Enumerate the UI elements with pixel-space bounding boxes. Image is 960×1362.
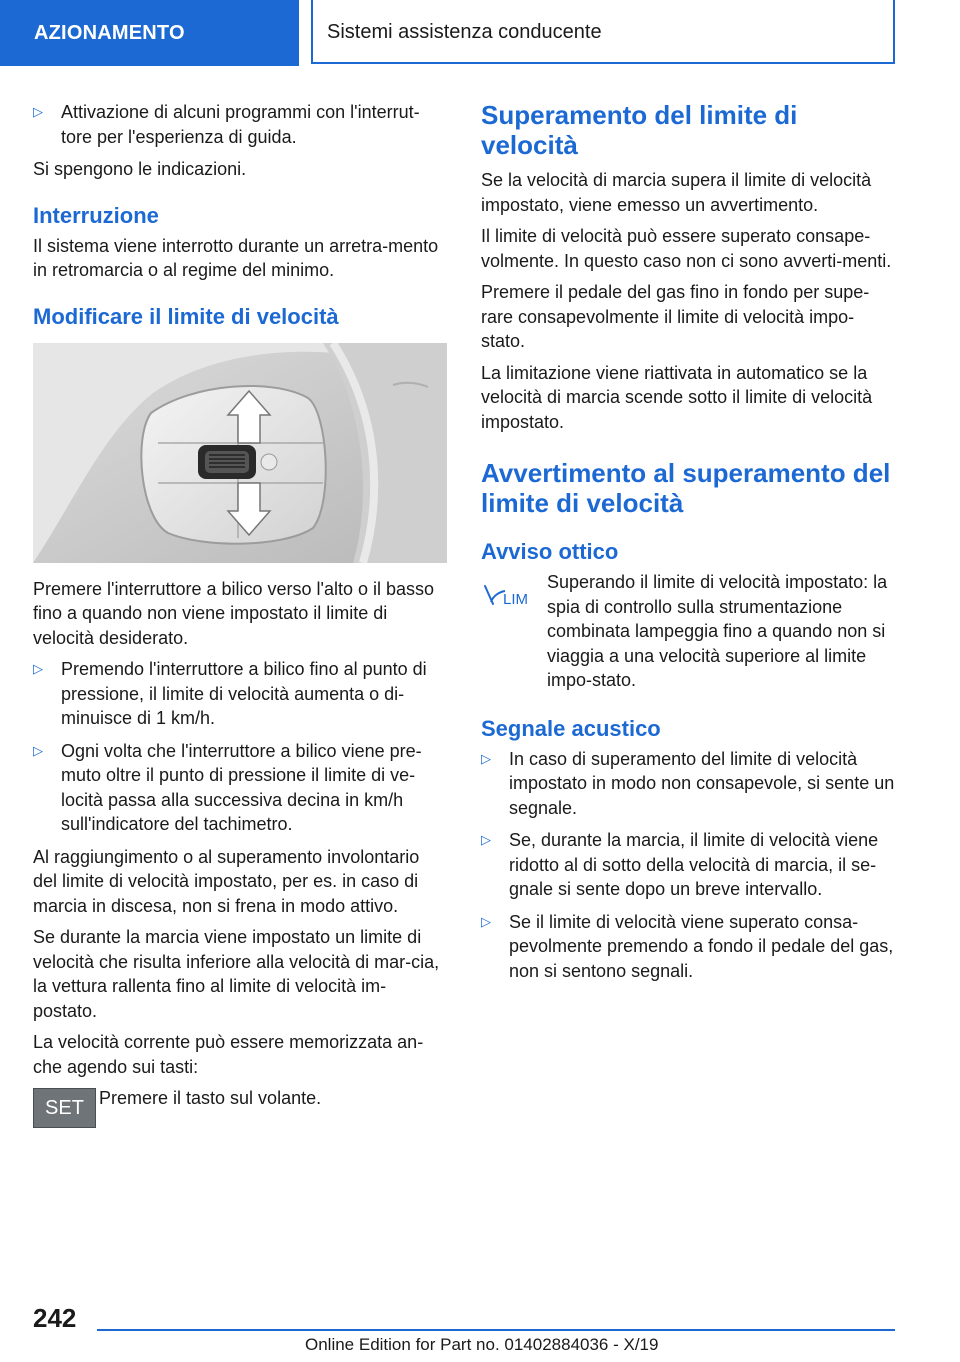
triangle-bullet-icon: ▷: [481, 750, 491, 766]
chapter-title: Sistemi assistenza conducente: [311, 0, 895, 64]
heading-superamento: Superamento del limite di velocità: [481, 100, 798, 160]
page-number: 242: [33, 1303, 77, 1333]
triangle-bullet-icon: ▷: [481, 832, 491, 847]
right-column: [481, 100, 895, 991]
set-instruction: [33, 1086, 447, 1119]
list-item: ▷ Ogni volta che l'interruttore a bilico viene pre-muto oltre il punto di pressione il limite di ve-locità passa alla successiva decina in km/h sull'indicatore del tachimetro.: [33, 740, 422, 834]
paragraph: Superando il limite di velocità impostato: la spia di controllo sulla strumentazione combinata lampeggia fino a quando non si viaggia a una velocità superiore al limite impo-stato.: [547, 572, 888, 690]
steering-wheel-rocker-switch-illustration: [33, 343, 447, 563]
heading-segnale-acustico: Segnale acustico: [481, 715, 661, 741]
heading-interruzione: Interruzione: [33, 202, 159, 228]
list-item: ▷ Attivazione di alcuni programmi con l'interrut-tore per l'esperienza di guida.: [33, 102, 420, 147]
list-item: ▷ Se il limite di velocità viene superato consa-pevolmente premendo a fondo il pedale del gas, non si sentono segnali.: [481, 911, 894, 981]
section-tab: AZIONAMENTO: [0, 0, 299, 66]
page-footer: [0, 1295, 960, 1362]
triangle-bullet-icon: ▷: [33, 104, 43, 119]
list-item: ▷ In caso di superamento del limite di velocità impostato in modo non consapevole, si sente un segnale.: [481, 748, 895, 818]
paragraph: Premere il tasto sul volante.: [99, 1088, 322, 1108]
paragraph: Premere l'interruttore a bilico verso l'alto o il basso fino a quando non viene impostato il limite di velocità desiderato.: [33, 578, 435, 648]
paragraph: La velocità corrente può essere memorizzata an-che agendo sui tasti:: [33, 1032, 424, 1077]
left-column: [33, 100, 447, 1118]
heading-avvertimento: Avvertimento al superamento del limite di velocità: [481, 458, 891, 518]
paragraph: Al raggiungimento o al superamento involontario del limite di velocità impostato, per es. in caso di marcia in discesa, non si frena in modo attivo.: [33, 846, 420, 916]
triangle-bullet-icon: ▷: [33, 742, 43, 758]
steering-wheel-figure: [33, 343, 447, 563]
paragraph: Il limite di velocità può essere superato consape-volmente. In questo caso non ci sono avverti-menti.: [481, 226, 892, 271]
triangle-bullet-icon: ▷: [33, 661, 43, 676]
list-item: ▷ Se, durante la marcia, il limite di velocità viene ridotto al di sotto della velocità di marcia, il se-gnale si sente dopo un breve intervallo.: [481, 830, 879, 899]
paragraph: Premere il pedale del gas fino in fondo per supe-rare consapevolmente il limite di velocità impo-stato.: [481, 282, 870, 351]
heading-avviso-ottico: Avviso ottico: [481, 539, 619, 564]
heading-modificare: Modificare il limite di velocità: [33, 303, 339, 329]
paragraph: Il sistema viene interrotto durante un arretra-mento in retromarcia o al regime del minimo.: [33, 235, 439, 280]
paragraph: Si spengono le indicazioni.: [33, 159, 247, 179]
paragraph: Se durante la marcia viene impostato un limite di velocità che risulta inferiore alla velocità di mar-cia, la vettura rallenta fino al limite di velocità im-postato.: [33, 927, 440, 1021]
edition-note: Online Edition for Part no. 01402884036 - X/19: [305, 1335, 659, 1354]
lim-indicator-row: [481, 570, 895, 693]
speed-limit-indicator-icon: [481, 572, 539, 612]
paragraph: Se la velocità di marcia supera il limite di velocità impostato, viene emesso un avvertimento.: [481, 170, 872, 215]
set-button-icon: SET: [33, 1088, 96, 1128]
triangle-bullet-icon: ▷: [481, 913, 491, 929]
page-header: [0, 0, 960, 66]
lim-icon-label: LIM: [503, 591, 529, 608]
list-item: ▷ Premendo l'interruttore a bilico fino al punto di pressione, il limite di velocità aumenta o di-minuisce di 1 km/h.: [33, 659, 427, 728]
footer-divider: [97, 1329, 895, 1331]
paragraph: La limitazione viene riattivata in automatico se la velocità di marcia scende sotto il limite di velocità impostato.: [481, 362, 873, 432]
